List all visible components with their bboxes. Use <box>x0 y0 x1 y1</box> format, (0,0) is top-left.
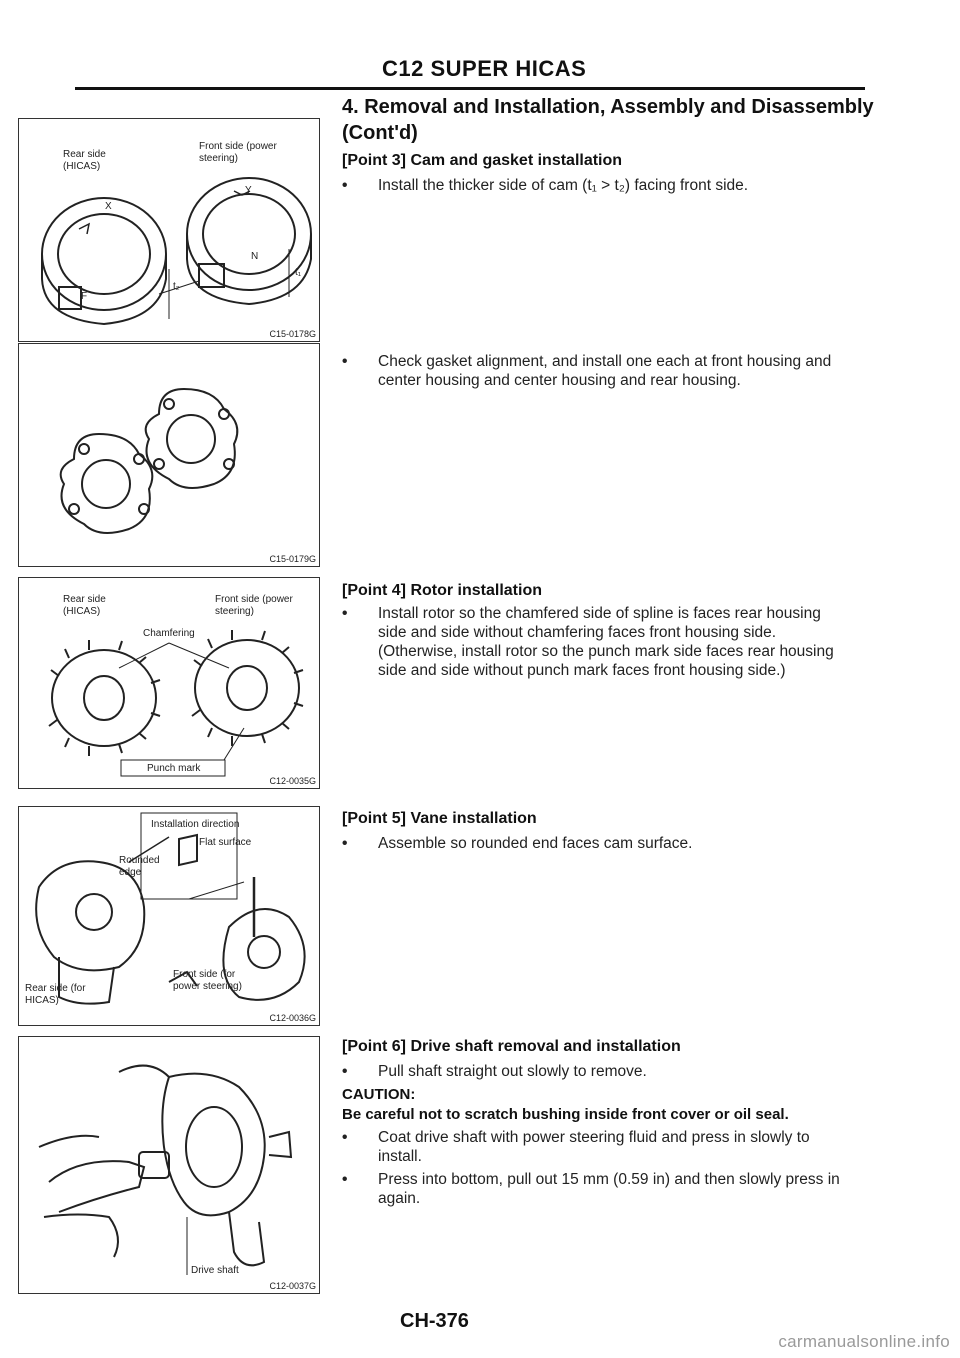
bullet-dot: • <box>342 353 348 370</box>
vane-label-front-side: Front side (for power steering) <box>173 969 242 992</box>
figure-gaskets <box>18 343 320 567</box>
bullet-dot: • <box>342 1129 348 1146</box>
bullet-text: Pull shaft straight out slowly to remove. <box>378 1063 647 1080</box>
cam-label-f: F <box>81 291 88 302</box>
bullet-text: Press into bottom, pull out 15 mm (0.59 in) and then slowly press in again. <box>378 1171 840 1207</box>
section-title: 4. Removal and Installation, Assembly and Disassembly (Cont'd) <box>342 96 874 144</box>
bullet-text: Install rotor so the chamfered side of spline is faces rear housing side and side without chamfering faces front housing side. (Otherwise, install rotor so the punch mark side faces rear housing side and side without punch mark faces front housing side.) <box>378 605 834 679</box>
cam-label-x: X <box>105 201 112 212</box>
cam-label-y: Y <box>245 185 252 196</box>
figure-code: C12-0037G <box>269 1281 316 1291</box>
watermark-text: carmanualsonline.info <box>778 1332 950 1351</box>
figure-rotors <box>18 577 320 789</box>
rotor-label-front-side: Front side (power steering) <box>215 594 293 617</box>
caution-label: CAUTION: <box>342 1086 416 1103</box>
page-header-title: C12 SUPER HICAS <box>382 56 587 81</box>
cam-label-rear-side: Rear side (HICAS) <box>63 149 106 172</box>
vane-label-rounded-edge: Rounded edge <box>119 855 160 878</box>
point-6-bullet-3 <box>342 1170 852 1208</box>
caution-text: Be careful not to scratch bushing inside front cover or oil seal. <box>342 1106 789 1123</box>
point-6-bullet-1 <box>342 1062 852 1081</box>
rotor-label-punch-mark: Punch mark <box>147 763 201 774</box>
point-4-bullet-1 <box>342 604 852 680</box>
point-5-bullet-1 <box>342 834 852 853</box>
page-number: CH-376 <box>400 1310 469 1332</box>
vane-label-flat-surface: Flat surface <box>199 837 252 848</box>
figure-code: C15-0178G <box>269 329 316 339</box>
bullet-dot: • <box>342 1063 348 1080</box>
figure-cam <box>18 118 320 342</box>
drive-shaft-illustration <box>19 1037 319 1293</box>
shaft-label-drive-shaft: Drive shaft <box>191 1265 239 1276</box>
gasket-bullet <box>342 352 847 390</box>
cam-label-front-side: Front side (power steering) <box>199 141 277 164</box>
rotor-label-rear-side: Rear side (HICAS) <box>63 594 106 617</box>
point-3-heading: [Point 3] Cam and gasket installation <box>342 152 623 169</box>
bullet-text: Check gasket alignment, and install one each at front housing and center housing and center housing and rear housing. <box>378 353 832 389</box>
bullet-dot: • <box>342 605 348 622</box>
vane-label-rear-side: Rear side (for HICAS) <box>25 983 86 1006</box>
bullet-dot: • <box>342 177 348 194</box>
point-3-bullet-1 <box>342 176 862 195</box>
point-6-bullet-2 <box>342 1128 852 1166</box>
bullet-text: Coat drive shaft with power steering fluid and press in slowly to install. <box>378 1129 810 1165</box>
bullet-dot: • <box>342 1171 348 1188</box>
point-6-heading: [Point 6] Drive shaft removal and installation <box>342 1038 681 1055</box>
figure-code: C12-0035G <box>269 776 316 786</box>
cam-label-t1: t₁ <box>295 267 302 278</box>
header-rule <box>75 87 865 90</box>
bullet-text: Install the thicker side of cam (t₁ > t₂) facing front side. <box>378 177 749 194</box>
cam-label-t2: t₂ <box>173 281 180 292</box>
vane-label-installation-direction: Installation direction <box>151 819 240 830</box>
figure-code: C15-0179G <box>269 554 316 564</box>
figure-code: C12-0036G <box>269 1013 316 1023</box>
point-4-heading: [Point 4] Rotor installation <box>342 582 542 599</box>
gasket-illustration <box>19 344 319 566</box>
bullet-dot: • <box>342 835 348 852</box>
rotor-label-chamfering: Chamfering <box>143 628 195 639</box>
point-5-heading: [Point 5] Vane installation <box>342 810 537 827</box>
figure-vanes <box>18 806 320 1026</box>
cam-label-n: N <box>251 251 259 262</box>
figure-drive-shaft <box>18 1036 320 1294</box>
bullet-text: Assemble so rounded end faces cam surface. <box>378 835 693 852</box>
